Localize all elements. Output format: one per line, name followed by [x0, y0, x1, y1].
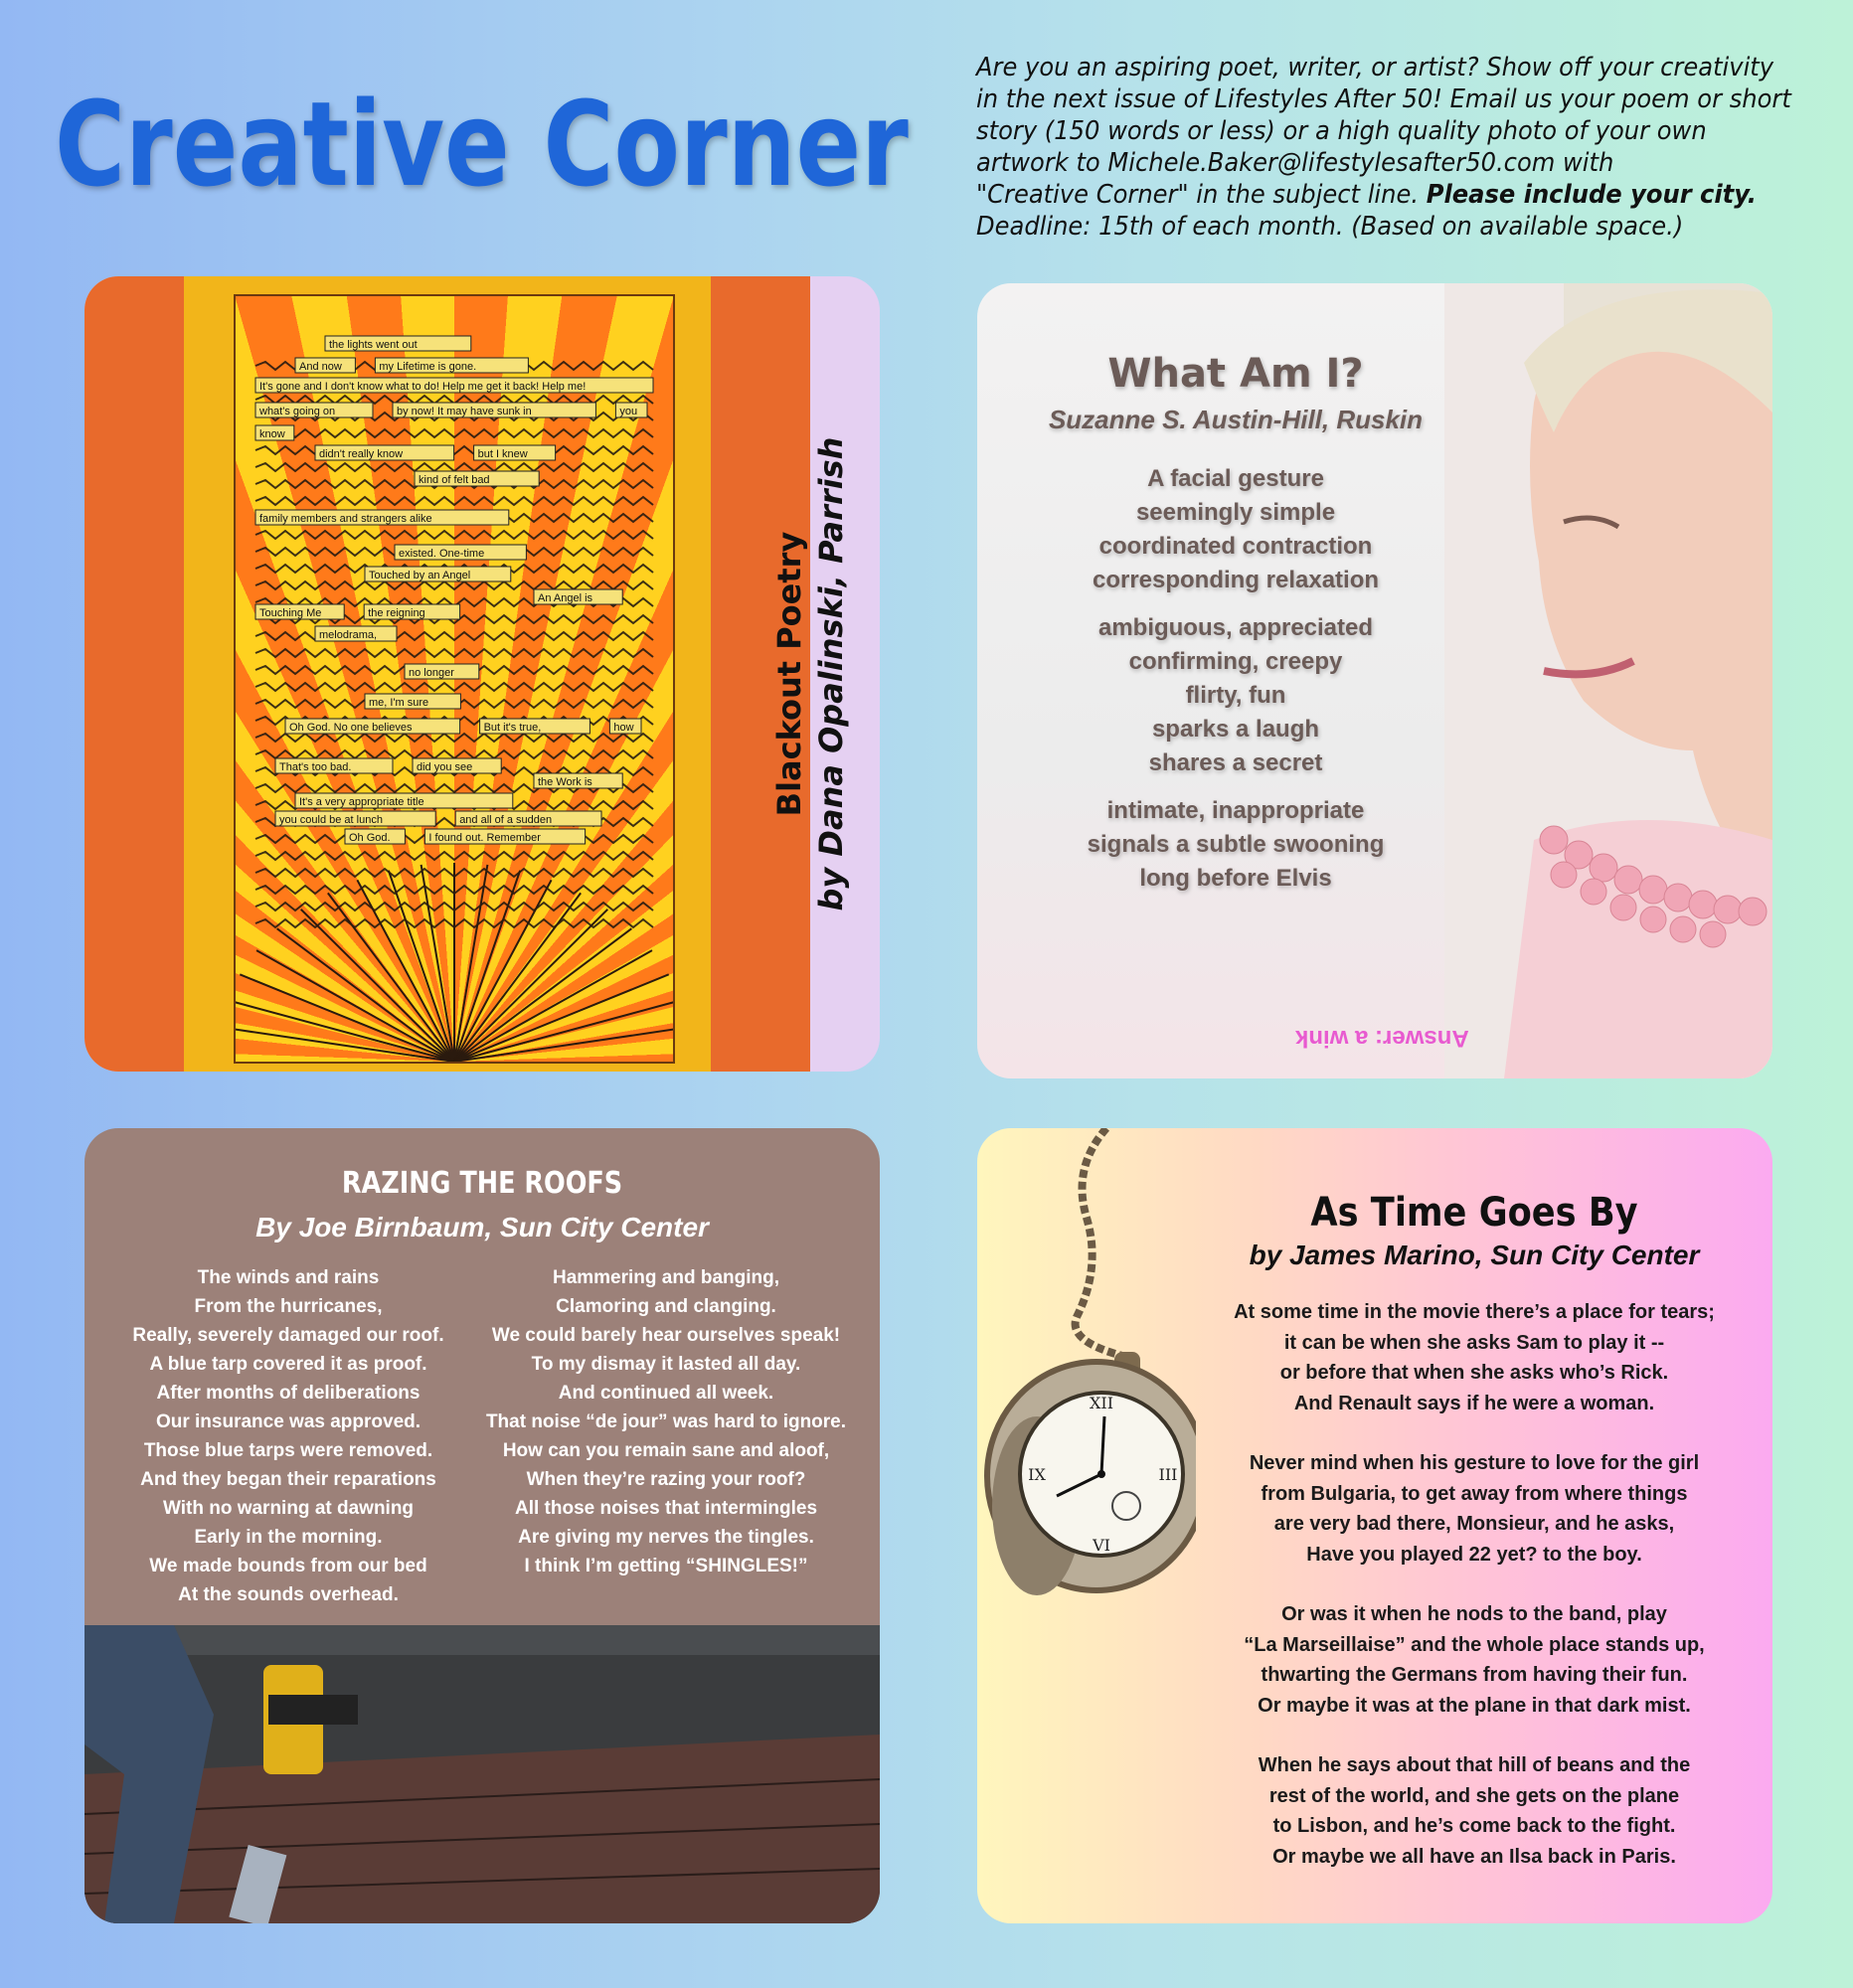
blackout-phrase: But it's true,	[483, 722, 542, 734]
poem-line: We could barely hear ourselves speak!	[491, 1325, 841, 1346]
poem-stanza	[1037, 462, 1434, 597]
poem-column-right	[477, 1263, 855, 1580]
blackout-phrase: That's too bad.	[279, 761, 352, 773]
poem-line: signals a subtle swooning	[1087, 831, 1385, 858]
radiating-line	[454, 910, 607, 1062]
blackout-phrase: An Angel is	[538, 592, 593, 604]
poem-line: And they began their reparations	[140, 1469, 436, 1490]
blackout-phrase: the reigning	[368, 607, 425, 619]
poem-line: it can be when she asks Sam to play it --	[1283, 1331, 1665, 1354]
blackout-phrase: It's a very appropriate title	[299, 796, 424, 808]
poem-line: When he says about that hill of beans and the	[1258, 1754, 1691, 1776]
blackout-phrase: family members and strangers alike	[259, 513, 432, 525]
poem-author: by James Marino, Sun City Center	[1249, 1240, 1700, 1270]
artwork-title: Blackout Poetry	[770, 531, 808, 817]
upside-down-answer: Answer: a wink	[1295, 1025, 1469, 1052]
poem-line: And Renault says if he were a woman.	[1293, 1392, 1655, 1414]
poem-line: How can you remain sane and aloof,	[502, 1440, 830, 1461]
blackout-phrase: melodrama,	[319, 629, 378, 641]
poem-line: confirming, creepy	[1128, 648, 1343, 675]
scribble-line	[255, 581, 653, 589]
blackout-phrase: Oh God.	[349, 832, 391, 844]
scribble-line	[255, 852, 653, 860]
blackout-phrase: did you see	[417, 761, 473, 773]
poem-line: The winds and rains	[197, 1267, 380, 1288]
poem-title: What Am I?	[1107, 351, 1364, 397]
what-am-i-panel	[977, 283, 1772, 1078]
poem-line: I think I’m getting “SHINGLES!”	[524, 1556, 808, 1576]
blackout-phrase: It's gone and I don't know what to do! Help me get it back! Help me!	[259, 381, 587, 393]
intro-line: in the next issue of Lifestyles After 50! Email us your poem or short	[976, 84, 1791, 114]
poem-line: With no warning at dawning	[162, 1498, 415, 1519]
radiating-line	[301, 910, 454, 1062]
poem-author: By Joe Birnbaum, Sun City Center	[255, 1212, 709, 1242]
poem-line: sparks a laugh	[1151, 716, 1320, 743]
poem-line: are very bad there, Monsieur, and he asks,	[1273, 1513, 1675, 1535]
blackout-phrase: no longer	[409, 667, 454, 679]
blackout-phrase: you	[619, 406, 638, 417]
blackout-phrase: I found out. Remember	[428, 832, 541, 844]
intro-text	[976, 52, 1831, 243]
poem-stanza	[1037, 611, 1434, 780]
radiating-line	[454, 1000, 673, 1062]
smiling-woman-photo	[1444, 283, 1772, 1078]
artwork-credit	[770, 396, 880, 952]
poem-line: Or was it when he nods to the band, play	[1281, 1603, 1667, 1625]
intro-deadline: Deadline: 15th of each month. (Based on available space.)	[976, 212, 1684, 242]
razing-the-roofs-panel	[84, 1128, 880, 1923]
scribble-line	[255, 531, 653, 539]
poem-line: Clamoring and clanging.	[556, 1296, 776, 1317]
blackout-phrase: the Work is	[538, 776, 592, 788]
poem-line: We made bounds from our bed	[149, 1556, 427, 1576]
scribble-line	[255, 497, 653, 505]
scribble-line	[255, 649, 653, 657]
radiating-line	[236, 1000, 454, 1062]
pocket-watch-icon	[977, 1128, 1196, 1605]
poem-line: ambiguous, appreciated	[1097, 614, 1374, 641]
poem-line: Never mind when his gesture to love for the girl	[1249, 1452, 1700, 1474]
poem-line: At the sounds overhead.	[178, 1584, 399, 1605]
blackout-phrase: how	[613, 722, 634, 734]
page-title: Creative Corner	[55, 76, 909, 213]
poem-line: And continued all week.	[558, 1383, 774, 1404]
poem-author: Suzanne S. Austin-Hill, Ruskin	[1048, 405, 1424, 434]
poem-line: seemingly simple	[1135, 499, 1336, 526]
poem-title: As Time Goes By	[1310, 1190, 1638, 1236]
radiating-line	[277, 928, 454, 1062]
intro-line: Are you an aspiring poet, writer, or artist? Show off your creativity	[976, 53, 1774, 83]
poem-line: A blue tarp covered it as proof.	[149, 1354, 427, 1375]
scribble-line	[255, 429, 653, 437]
scribble-line	[255, 683, 653, 691]
radiating-line	[454, 928, 631, 1062]
poem-title: RAZING THE ROOFS	[341, 1166, 623, 1201]
poem-line: To my dismay it lasted all day.	[531, 1354, 801, 1375]
blackout-phrase: by now! It may have sunk in	[397, 406, 532, 417]
poem-line: That noise “de jour” was hard to ignore.	[485, 1411, 847, 1432]
as-time-goes-by-panel	[977, 1128, 1772, 1923]
blackout-phrase: existed. One-time	[399, 548, 485, 560]
poem-line: After months of deliberations	[156, 1383, 421, 1404]
poem-stanza	[1037, 794, 1434, 896]
poem-line: From the hurricanes,	[194, 1296, 383, 1317]
poem-line: Those blue tarps were removed.	[143, 1440, 433, 1461]
intro-line: artwork to Michele.Baker@lifestylesafter50.com with	[976, 148, 1614, 178]
poem-line: corresponding relaxation	[1092, 567, 1380, 593]
blackout-phrase: Touched by an Angel	[369, 570, 471, 581]
artwork-author: by Dana Opalinski, Parrish	[812, 436, 850, 911]
poem-line: When they’re razing your roof?	[526, 1469, 806, 1490]
poem-line: Early in the morning.	[194, 1527, 383, 1548]
blackout-phrase: And now	[299, 361, 342, 373]
blackout-phrase: what's going on	[259, 406, 336, 417]
poem-line: from Bulgaria, to get away from where things	[1261, 1482, 1688, 1505]
poem-line: Hammering and banging,	[552, 1267, 780, 1288]
scribble-line	[255, 734, 653, 742]
blackout-phrase: you could be at lunch	[279, 814, 383, 826]
poem-line: rest of the world, and she gets on the plane	[1268, 1784, 1680, 1807]
poem-line: flirty, fun	[1185, 682, 1286, 709]
svg-text:III: III	[1158, 1465, 1178, 1484]
poem-line: All those noises that intermingles	[514, 1498, 818, 1519]
poem-line: intimate, inappropriate	[1106, 797, 1365, 824]
poem-line: “La Marseillaise” and the whole place stands up,	[1244, 1633, 1705, 1656]
blackout-artwork	[234, 294, 675, 1064]
scribble-line	[255, 750, 653, 758]
blackout-phrase: Oh God. No one believes	[289, 722, 413, 734]
blackout-phrase: and all of a sudden	[459, 814, 553, 826]
poem-line: coordinated contraction	[1098, 533, 1373, 560]
blackout-phrase: know	[259, 428, 285, 440]
svg-text:VI: VI	[1093, 1536, 1110, 1555]
intro-subject-text: "Creative Corner" in the subject line.	[976, 180, 1427, 210]
poem-line: Or maybe it was at the plane in that dark mist.	[1258, 1694, 1691, 1717]
poem-line: Or maybe we all have an Ilsa back in Paris.	[1272, 1845, 1676, 1868]
poem-line: shares a secret	[1148, 749, 1323, 776]
blackout-phrase: didn't really know	[319, 448, 404, 460]
poem-body	[1196, 1297, 1753, 1872]
scribble-line	[255, 463, 653, 471]
svg-text:XII: XII	[1089, 1394, 1114, 1412]
radiating-line	[454, 871, 520, 1062]
poem-line: long before Elvis	[1139, 865, 1332, 892]
poem-line: Have you played 22 yet? to the boy.	[1306, 1543, 1642, 1566]
poem-line: thwarting the Germans from having their fun.	[1261, 1664, 1688, 1686]
poem-line: or before that when she asks who’s Rick.	[1279, 1362, 1669, 1384]
svg-text:IX: IX	[1028, 1465, 1046, 1484]
poem-column-left	[99, 1263, 477, 1609]
roofer-photo	[84, 1625, 880, 1923]
blackout-phrase: kind of felt bad	[419, 474, 490, 486]
intro-line	[976, 179, 1771, 211]
blackout-poetry-panel	[84, 276, 880, 1072]
radiating-line	[389, 871, 454, 1062]
intro-line: story (150 words or less) or a high quality photo of your own	[976, 116, 1707, 146]
blackout-artwork-drawing	[236, 296, 673, 1062]
intro-city-note: Please include your city.	[1426, 180, 1757, 210]
poem-line: Our insurance was approved.	[155, 1411, 421, 1432]
blackout-phrase: Touching Me	[259, 607, 322, 619]
blackout-phrase: my Lifetime is gone.	[379, 361, 477, 373]
blackout-phrase: the lights went out	[329, 339, 418, 351]
poem-line: At some time in the movie there’s a place for tears;	[1234, 1301, 1715, 1323]
poem-line: A facial gesture	[1147, 465, 1324, 492]
poem-line: Are giving my nerves the tingles.	[518, 1527, 814, 1548]
blackout-phrase: me, I'm sure	[369, 697, 429, 709]
poem-line: to Lisbon, and he’s come back to the fight.	[1272, 1815, 1676, 1837]
poem-line: Really, severely damaged our roof.	[132, 1325, 444, 1346]
blackout-phrase: but I knew	[477, 448, 528, 460]
